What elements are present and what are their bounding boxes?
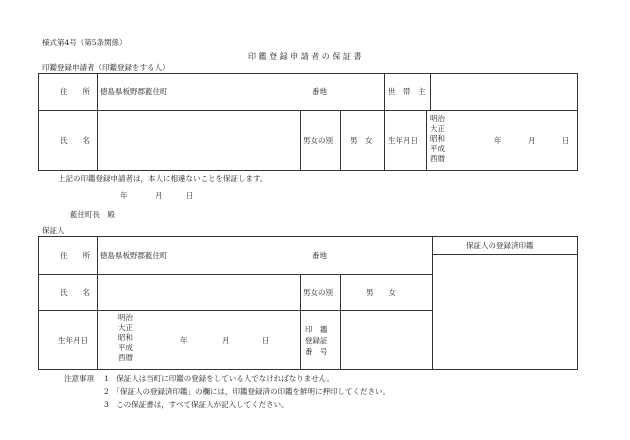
guarantor-seal-box[interactable]	[436, 258, 574, 366]
applicant-section-heading: 印鑑登録申請者（印鑑登録をする人）	[42, 63, 170, 72]
seal-cert-number-field[interactable]	[344, 314, 428, 366]
guarantor-birth-year: 年	[180, 336, 188, 345]
note-item-3: 3 この保証書は，すべて保証人が記入してください。	[104, 400, 289, 409]
notes-heading: 注意事項	[64, 374, 94, 383]
era-heisei: 平成	[430, 144, 445, 153]
note-item-1: 1 保証人は当町に印鑑の登録をしている人でなければなりません。	[104, 374, 335, 383]
era-meiji: 明治	[430, 114, 445, 123]
applicant-birth-month: 月	[528, 136, 536, 145]
applicant-address-value[interactable]: 徳島県板野郡藍住町	[100, 87, 168, 96]
applicant-gender-options[interactable]: 男 女	[350, 136, 373, 145]
applicant-gender-label: 男女の別	[303, 136, 333, 145]
certification-statement: 上記の印鑑登録申請者は，本人に相違ないことを保証します。	[58, 174, 268, 183]
guarantor-section-heading: 保証人	[42, 226, 65, 235]
addressee: 藍住町長 殿	[70, 210, 115, 219]
guarantor-name-field[interactable]	[100, 278, 296, 306]
era-seireki: 西暦	[118, 353, 133, 362]
applicant-birthdate-label: 生年月日	[388, 136, 418, 145]
applicant-name-field[interactable]	[100, 114, 296, 167]
guarantor-name-label: 氏 名	[60, 288, 90, 297]
seal-cert-number-label: 印 鑑 登録証 番 号	[305, 325, 328, 356]
guarantor-birth-month: 月	[222, 336, 230, 345]
guarantor-birthdate-label: 生年月日	[58, 336, 88, 345]
applicant-era-list[interactable]	[430, 114, 445, 164]
guarantor-gender-label: 男女の別	[303, 288, 333, 297]
era-seireki: 西暦	[430, 154, 445, 163]
household-head-label: 世 帯 主	[388, 87, 426, 96]
applicant-name-label: 氏 名	[60, 136, 90, 145]
era-heisei: 平成	[118, 343, 133, 352]
household-head-field[interactable]	[434, 78, 574, 106]
guarantor-gender-options[interactable]: 男 女	[366, 288, 396, 297]
guarantor-era-list[interactable]	[118, 313, 133, 363]
guarantor-address-label: 住 所	[60, 251, 90, 260]
guarantor-seal-box-label: 保証人の登録済印鑑	[466, 241, 534, 250]
era-meiji: 明治	[118, 313, 133, 322]
applicant-banchi-label: 番地	[312, 87, 327, 96]
applicant-birth-day: 日	[562, 136, 570, 145]
guarantor-birth-day: 日	[262, 336, 270, 345]
date-day: 日	[186, 191, 194, 200]
note-item-2: 2 「保証人の登録済印鑑」の欄には，印鑑登録済の印鑑を鮮明に押印してください。	[104, 387, 391, 396]
applicant-birth-year: 年	[494, 136, 502, 145]
guarantor-banchi-label: 番地	[312, 251, 327, 260]
form-number: 様式第4号（第5条関係）	[42, 38, 127, 47]
applicant-address-label: 住 所	[60, 87, 90, 96]
date-year: 年	[120, 191, 128, 200]
date-month: 月	[155, 191, 163, 200]
era-taisho: 大正	[118, 323, 133, 332]
guarantor-address-value[interactable]: 徳島県板野郡藍住町	[100, 251, 168, 260]
era-taisho: 大正	[430, 124, 445, 133]
era-showa: 昭和	[118, 333, 133, 342]
page-title: 印 鑑 登 録 申 請 者 の 保 証 書	[248, 52, 362, 61]
era-showa: 昭和	[430, 134, 445, 143]
